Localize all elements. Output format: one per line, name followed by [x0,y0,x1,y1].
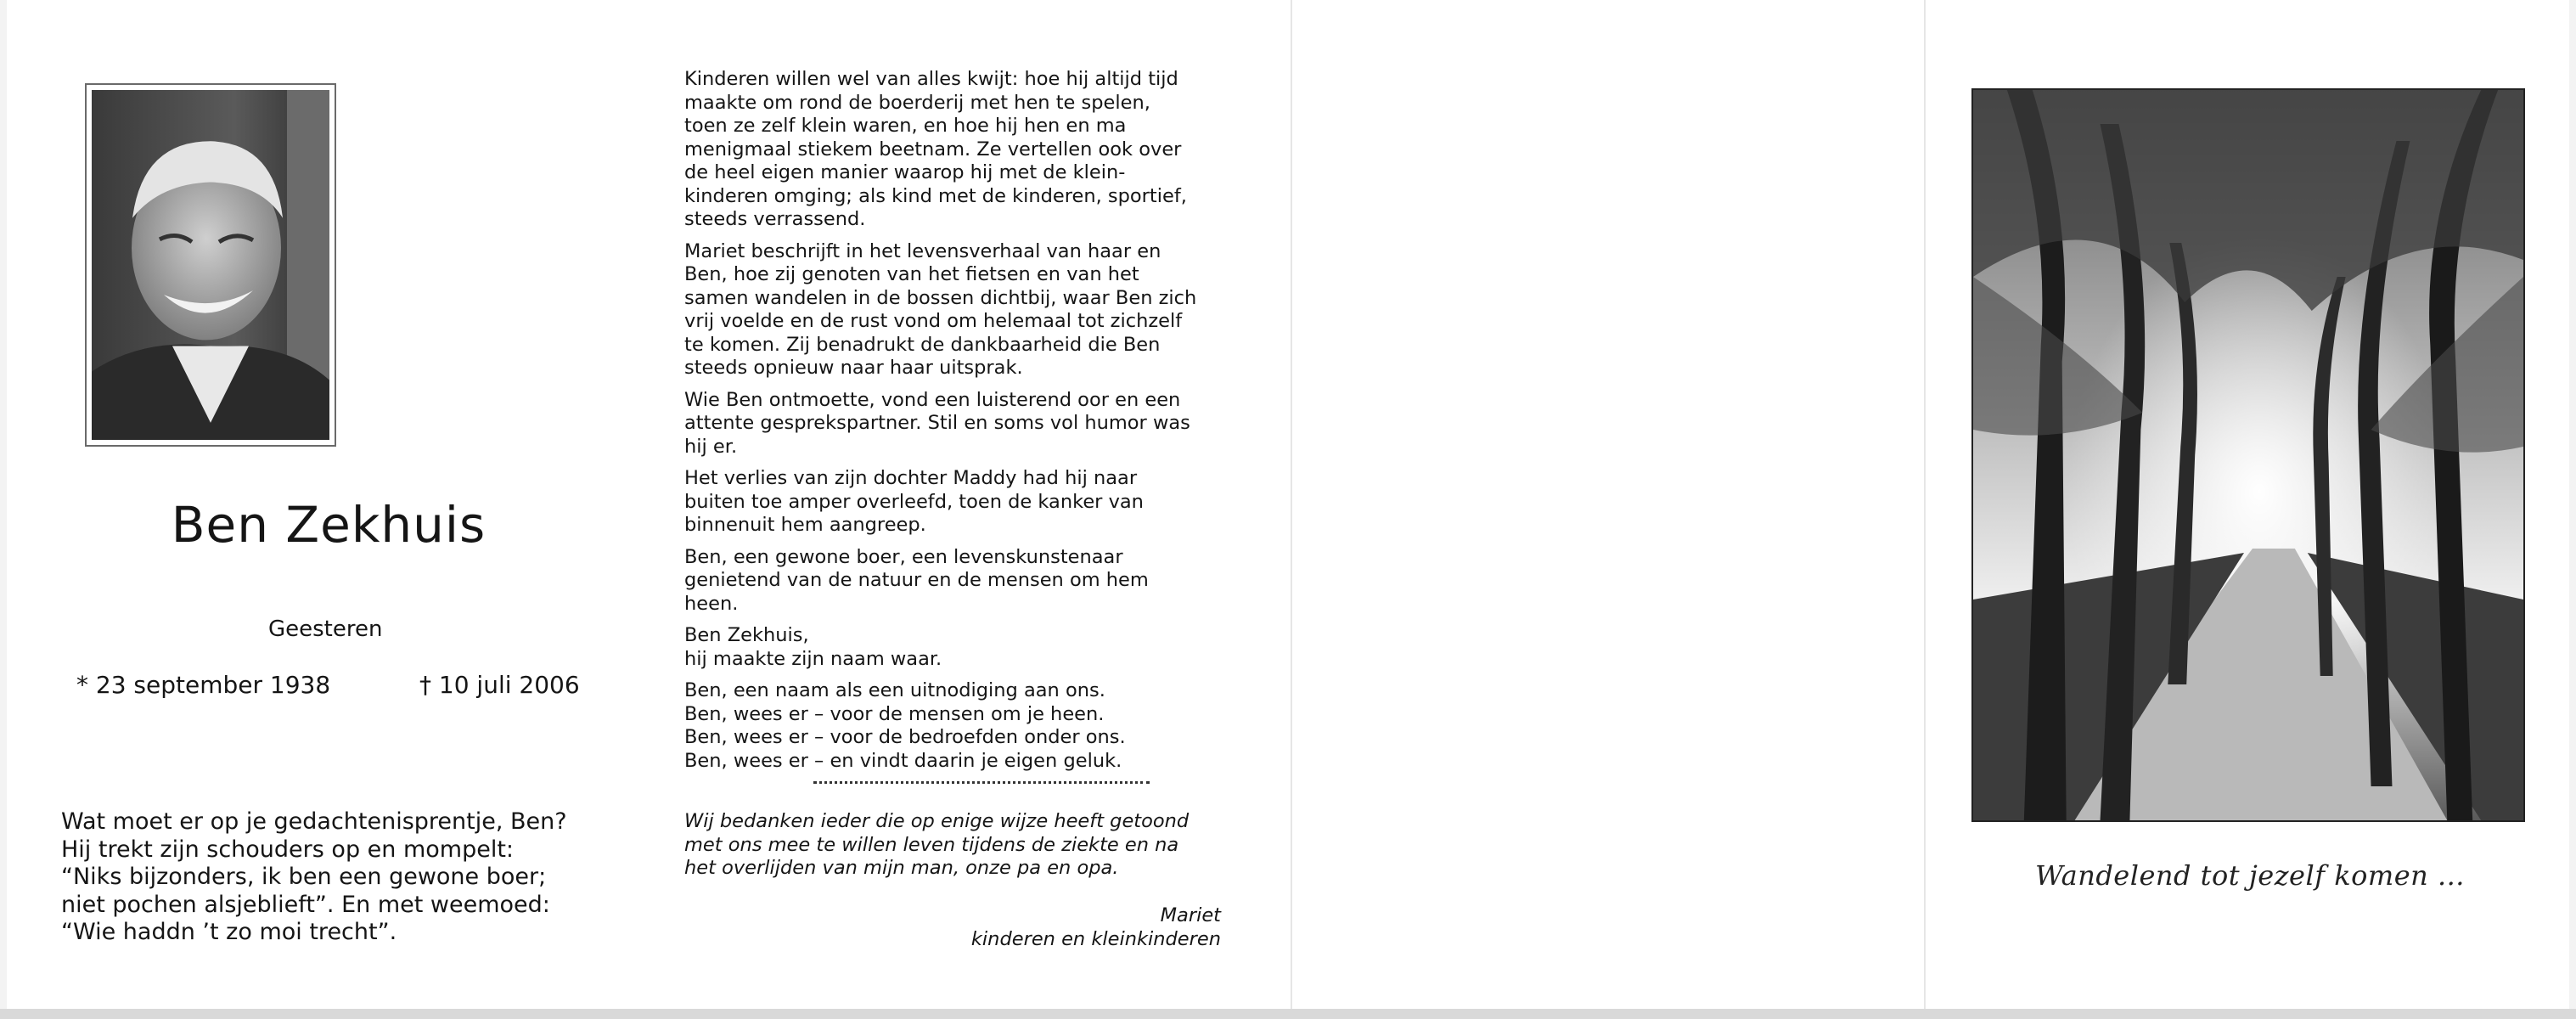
text-line: Het verlies van zijn dochter Maddy had hij naar [684,467,1138,489]
text-line: steeds opnieuw naar haar uitsprak. [684,357,1023,379]
deceased-name: Ben Zekhuis [171,496,487,554]
portrait-photo [85,83,336,447]
text-line: samen wandelen in de bossen dichtbij, waar Ben zich [684,286,1197,309]
text-line: buiten toe amper overleefd, toen de kanker van [684,490,1144,513]
paragraph [684,546,1236,616]
text-line: het overlijden van mijn man, onze pa en opa. [684,857,1119,879]
text-line: kinderen omging; als kind met de kinderen, sportief, [684,184,1187,207]
text-line: Wie Ben ontmoette, vond een luisterend oor en een [684,388,1181,411]
verse-line: “Niks bijzonders, ik ben een gewone boer; [61,864,547,890]
birth-date: * 23 september 1938 [76,671,331,699]
opening-verse [61,808,605,947]
verse-line: “Wie haddn ’t zo moi trecht”. [61,919,397,945]
text-line: heen. [684,592,739,615]
text-line: de heel eigen manier waarop hij met de klein- [684,161,1126,183]
verse-line: Wat moet er op je gedachtenisprentje, Ben? [61,808,567,835]
fold-line [1291,0,1292,1009]
text-line: te komen. Zij benadrukt de dankbaarheid die Ben [684,333,1161,356]
text-line: Mariet beschrijft in het levensverhaal van haar en [684,239,1161,262]
text-line: Ben, wees er – voor de bedroefden onder ons. [684,726,1126,748]
text-line: Ben, hoe zij genoten van het fietsen en van het [684,263,1139,285]
paragraph [684,68,1236,232]
text-line: hij maakte zijn naam waar. [684,647,942,670]
text-line: attente gesprekspartner. Stil en soms vol humor was [684,412,1190,434]
text-line: vrij voelde en de rust vond om helemaal tot zichzelf [684,310,1183,332]
text-line: met ons mee te willen leven tijdens de ziekte en na [684,833,1179,856]
life-story-text [684,68,1236,781]
text-line: steeds verrassend. [684,208,866,230]
thank-you-note [684,810,1236,881]
text-line: binnenuit hem aangreep. [684,514,926,536]
text-line: Ben Zekhuis, [684,624,809,646]
text-line: hij er. [684,435,738,458]
text-line: Kinderen willen wel van alles kwijt: hoe hij altijd tijd [684,68,1178,90]
card-edge [0,1009,2576,1019]
paragraph [684,679,1236,773]
paragraph [684,624,1236,671]
signature [880,904,1221,951]
text-line: menigmaal stiekem beetnam. Ze vertellen ook over [684,138,1182,160]
paragraph [684,240,1236,380]
text-line: Ben, een gewone boer, een levenskunstenaar [684,545,1123,568]
paragraph [684,467,1236,538]
text-line: genietend van de natuur en de mensen om hem [684,569,1149,591]
signature-line: Mariet [1160,904,1221,926]
verse-line: niet pochen alsjeblieft”. En met weemoed: [61,891,550,918]
text-line: Ben, wees er – voor de mensen om je heen. [684,702,1105,725]
signature-line: kinderen en kleinkinderen [970,928,1221,950]
place-of-residence: Geesteren [268,616,383,642]
paragraph [684,389,1236,459]
text-line: toen ze zelf klein waren, en hoe hij hen en ma [684,115,1127,137]
dotted-divider [813,781,1150,784]
text-line: Ben, wees er – en vindt daarin je eigen geluk. [684,749,1122,772]
forest-path-photo [1971,88,2525,822]
text-line: Wij bedanken ieder die op enige wijze heeft getoond [684,810,1190,832]
photo-caption: Wandelend tot jezelf komen ... [2035,859,2465,892]
verse-line: Hij trekt zijn schouders op en mompelt: [61,836,515,863]
text-line: Ben, een naam als een uitnodiging aan ons. [684,679,1105,701]
text-line: maakte om rond de boerderij met hen te spelen, [684,91,1150,114]
fold-line [1924,0,1926,1009]
death-date: † 10 juli 2006 [419,671,580,699]
